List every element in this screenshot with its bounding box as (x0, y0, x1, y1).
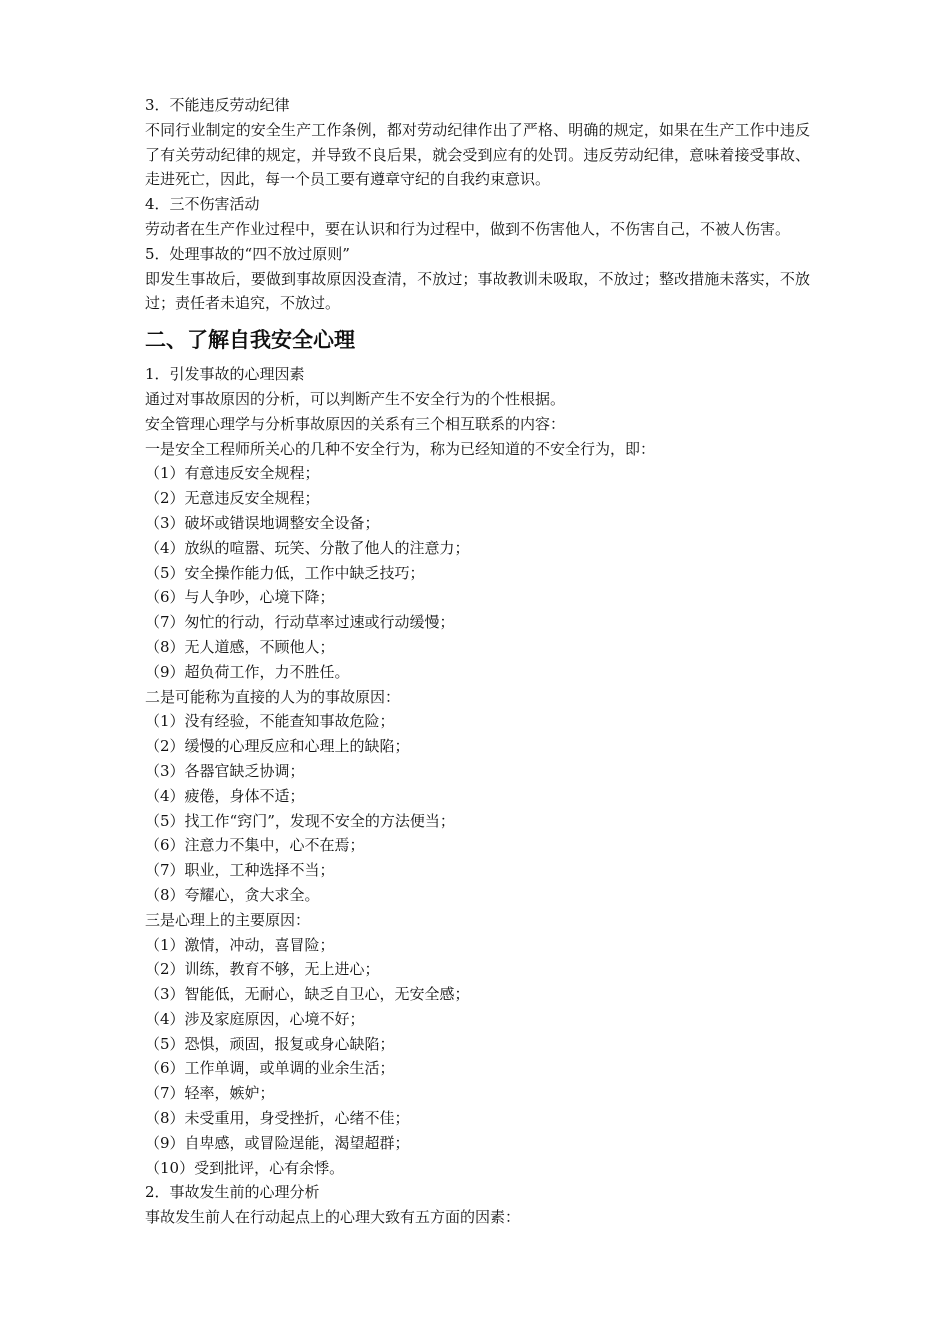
list-item: （1）有意违反安全规程； (145, 464, 320, 483)
document-body (145, 93, 810, 1230)
list-item: （6）与人争吵，心境下降； (145, 588, 335, 607)
item-3-body: 不同行业制定的安全生产工作条例，都对劳动纪律作出了严格、明确的规定，如果在生产工作中违反了有关劳动纪律的规定，并导致不良后果，就会受到应有的处罚。违反劳动纪律，意味着接受事故、走进死亡，因此，每一个员工要有遵章守纪的自我约束意识。 (145, 120, 810, 189)
list-item: （2）训练，教育不够，无上进心； (145, 960, 380, 979)
list-item: （5）安全操作能力低，工作中缺乏技巧； (145, 563, 425, 582)
group-1-title: 一是安全工程师所关心的几种不安全行为，称为已经知道的不安全行为，即： (145, 439, 656, 458)
list-item: （3）破坏或错误地调整安全设备； (145, 513, 380, 532)
item-5-title: 5．处理事故的“四不放过原则” (145, 244, 350, 263)
list-item: （8）未受重用，身受挫折，心绪不佳； (145, 1109, 410, 1128)
list-item: （10）受到批评，心有余悸。 (145, 1158, 345, 1177)
intro-line-1: 通过对事故原因的分析，可以判断产生不安全行为的个性根据。 (145, 389, 566, 408)
subsection-2-title: 2．事故发生前的心理分析 (145, 1183, 320, 1202)
list-item: （3）智能低，无耐心，缺乏自卫心，无安全感； (145, 985, 470, 1004)
list-item: （7）职业，工种选择不当； (145, 861, 335, 880)
intro-line-2: 安全管理心理学与分析事故原因的关系有三个相互联系的内容： (145, 414, 566, 433)
list-item: （9）超负荷工作，力不胜任。 (145, 662, 350, 681)
list-item: （4）涉及家庭原因，心境不好； (145, 1009, 365, 1028)
item-4-title: 4．三不伤害活动 (145, 195, 260, 214)
list-item: （9）自卑感，或冒险逞能，渴望超群； (145, 1133, 410, 1152)
item-3-title: 3．不能违反劳动纪律 (145, 96, 290, 114)
list-item: （7）匆忙的行动，行动草率过速或行动缓慢； (145, 613, 455, 632)
list-item: （2）缓慢的心理反应和心理上的缺陷； (145, 737, 410, 756)
item-4-body: 劳动者在生产作业过程中，要在认识和行为过程中，做到不伤害他人，不伤害自己，不被人伤害。 (145, 219, 791, 238)
list-item: （1）激情，冲动，喜冒险； (145, 935, 335, 954)
list-item: （5）恐惧，顽固，报复或身心缺陷； (145, 1034, 395, 1053)
list-item: （1）没有经验，不能查知事故危险； (145, 712, 395, 731)
list-item: （4）放纵的喧嚣、玩笑、分散了他人的注意力； (145, 538, 470, 557)
section-heading: 二、了解自我安全心理 (145, 327, 355, 353)
list-item: （5）找工作“窍门”，发现不安全的方法便当； (145, 811, 455, 830)
list-item: （6）工作单调，或单调的业余生活； (145, 1059, 395, 1078)
list-item: （4）疲倦，身体不适； (145, 786, 305, 805)
list-item: （8）无人道感，不顾他人； (145, 637, 335, 656)
list-item: （7）轻率，嫉妒； (145, 1084, 275, 1103)
subsection-2-body: 事故发生前人在行动起点上的心理大致有五方面的因素： (145, 1208, 521, 1227)
list-item: （8）夸耀心，贪大求全。 (145, 885, 320, 904)
list-item: （6）注意力不集中，心不在焉； (145, 836, 365, 855)
item-5-body: 即发生事故后，要做到事故原因没查清，不放过；事故教训未吸取，不放过；整改措施未落实，不放过；责任者未追究，不放过。 (145, 269, 810, 313)
list-item: （2）无意违反安全规程； (145, 489, 320, 508)
subsection-1-title: 1．引发事故的心理因素 (145, 365, 305, 384)
group-2-title: 二是可能称为直接的人为的事故原因： (145, 687, 401, 706)
group-3-title: 三是心理上的主要原因： (145, 910, 311, 929)
list-item: （3）各器官缺乏协调； (145, 761, 305, 780)
